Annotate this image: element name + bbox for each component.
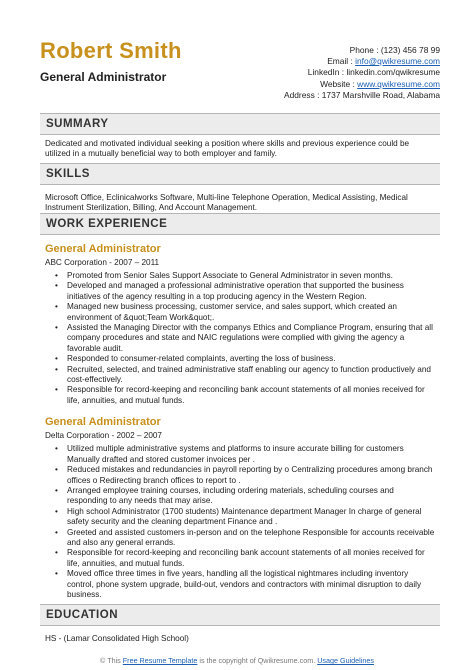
- list-item: • Responded to consumer-related complaints, averting the loss of business.: [67, 354, 435, 364]
- contact-email: [284, 56, 440, 67]
- skills-text: Microsoft Office, Eclinicalworks Software, Multi-line Telephone Operation, Medical Assisting, Medical Instrument Sterilization, Billing, And Account Management.: [45, 193, 408, 213]
- job-title: General Administrator: [45, 416, 161, 429]
- list-item: • Recruited, selected, and trained administrative staff enabling our agency to function productively and cost-effectively.: [67, 365, 435, 386]
- list-item: • Arranged employee training courses, including ordering materials, scheduling courses and responding to any needs that may arise.: [67, 486, 435, 507]
- experience-section: [40, 213, 440, 600]
- job-title: General Administrator: [45, 243, 161, 255]
- resume-header: [40, 38, 182, 84]
- website-link[interactable]: www.qwikresume.com: [357, 78, 440, 89]
- list-item: • Responsible for record-keeping and reconciling bank account statements of all monies received for life, annuities, and mutual funds.: [67, 385, 435, 406]
- list-item: • Promoted from Senior Sales Support Associate to General Administrator in seven months.: [67, 271, 435, 281]
- job-entry: [40, 243, 440, 406]
- experience-heading: WORK EXPERIENCE: [46, 218, 168, 230]
- summary-heading: SUMMARY: [46, 118, 109, 130]
- summary-heading-bar: [40, 113, 440, 135]
- experience-heading-bar: [40, 213, 440, 235]
- list-item: • Reduced mistakes and redundancies in payroll reporting by o Centralizing procedures among branch offices o Redirecting branch offices to report to .: [67, 465, 435, 486]
- candidate-name: Robert Smith: [40, 38, 182, 63]
- list-item: • Assisted the Managing Director with the companys Ethics and Compliance Program, ensuring that all company procedures and state and NAIC regulations were complied with giving the agency a favorable audit.: [67, 323, 435, 354]
- contact-block: [284, 45, 440, 101]
- address-label: Address :: [284, 89, 320, 100]
- candidate-title: General Administrator: [40, 70, 167, 84]
- job-entry: [40, 416, 440, 600]
- contact-website: [284, 79, 440, 90]
- job-company: ABC Corporation - 2007 – 2011: [45, 258, 160, 267]
- education-text: HS - (Lamar Consolidated High School): [45, 634, 189, 643]
- job-bullets: [45, 444, 435, 600]
- linkedin-value: linkedin.com/qwikresume: [346, 67, 440, 78]
- education-heading: EDUCATION: [46, 609, 119, 621]
- education-section: [40, 604, 440, 644]
- job-bullets: [45, 271, 435, 406]
- contact-address: [284, 90, 440, 101]
- contact-phone: [284, 45, 440, 56]
- skills-heading-bar: [40, 163, 440, 185]
- job-company: Delta Corporation - 2002 – 2007: [45, 431, 162, 441]
- summary-text: Dedicated and motivated individual seeking a position where skills and previous experience could be utilized in a mutually beneficial way to both employer and family.: [45, 139, 410, 159]
- list-item: • Utilized multiple administrative systems and platforms to insure accurate billing for customers Manually drafted and stored customer invoices per .: [67, 444, 435, 465]
- linkedin-label: LinkedIn :: [307, 67, 345, 78]
- list-item: • Responsible for record-keeping and reconciling bank account statements of all monies received for life, annuities, and mutual funds.: [67, 548, 435, 569]
- guidelines-link[interactable]: Usage Guidelines: [317, 656, 374, 665]
- address-value: 1737 Marshville Road, Alabama: [321, 89, 440, 100]
- list-item: • High school Administrator (1700 students) Maintenance department Manager In charge of general safety security and the cleaning department Finance and .: [67, 507, 435, 528]
- phone-label: Phone :: [349, 45, 379, 55]
- list-item: • Developed and managed a professional administrative operation that supported the business initiatives of the agency resulting in a top producing agency in the Western Region.: [67, 281, 435, 302]
- list-item: • Managed new business processing, customer service, and sales support, which created an environment of &quot;Team Work&quot;.: [67, 302, 435, 323]
- skills-section: [40, 163, 440, 214]
- skills-heading: SKILLS: [46, 168, 90, 180]
- email-label: Email :: [327, 56, 353, 67]
- list-item: • Greeted and assisted customers in-person and on the telephone Responsible for accounts receivable and also any general errands.: [67, 528, 435, 549]
- footer: [0, 656, 474, 665]
- template-link[interactable]: Free Resume Template: [122, 656, 198, 665]
- education-heading-bar: [40, 604, 440, 626]
- website-label: Website :: [320, 78, 355, 89]
- footer-prefix: © This: [100, 656, 121, 665]
- phone-value: (123) 456 78 99: [380, 45, 440, 55]
- email-link[interactable]: info@qwikresume.com: [355, 56, 440, 67]
- contact-linkedin: [284, 67, 440, 78]
- summary-section: [40, 113, 440, 160]
- footer-middle: is the copyright of Qwikresume.com.: [199, 656, 316, 665]
- list-item: • Moved office three times in five years, handling all the logistical nightmares including inventory control, phone system upgrade, build-out, vendors and contractors with minimal disruption to daily business.: [67, 569, 435, 600]
